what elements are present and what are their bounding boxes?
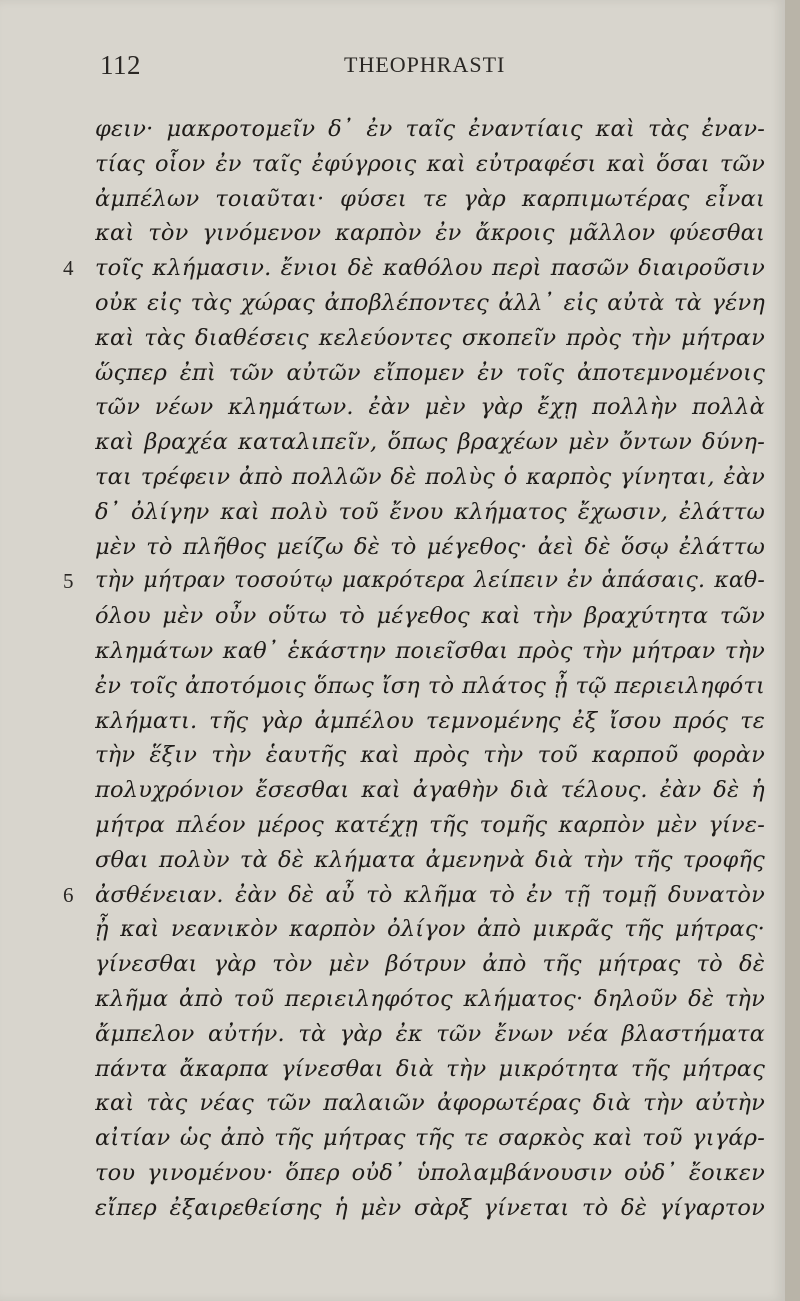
text-line (0, 1191, 785, 1226)
text-line (0, 1156, 785, 1191)
line-text: μὲν τὸ πλῆθος μείζω δὲ τὸ μέγεθος· ἀεὶ δὲ ὅσῳ ἐλάττω (95, 533, 765, 560)
line-text: καὶ τὸν γινόμενον καρπὸν ἐν ἄκροις μᾶλλον φύεσθαι (95, 220, 765, 247)
line-text: μήτρα πλέον μέρος κατέχῃ τῆς τομῆς καρπὸν μὲν γίνε- (95, 811, 765, 838)
text-line (0, 564, 785, 599)
text-line (0, 878, 785, 913)
line-text: ἀμπέλων τοιαῦται· φύσει τε γὰρ καρπιμωτέρας εἶναι (95, 185, 765, 212)
text-line (0, 669, 785, 704)
running-head: THEOPHRASTI (344, 52, 506, 77)
text-line (0, 599, 785, 634)
text-line (0, 112, 785, 147)
line-text: του γινομένου· ὅπερ οὐδ᾽ ὑπολαμβάνουσιν οὐδ᾽ ἔοικεν (95, 1159, 765, 1186)
line-text: ἀσθένειαν. ἐὰν δὲ αὖ τὸ κλῆμα τὸ ἐν τῇ τομῇ δυνατὸν (95, 881, 765, 908)
text-line (0, 843, 785, 878)
text-line (0, 1086, 785, 1121)
text-line (0, 495, 785, 530)
text-line (0, 460, 785, 495)
line-text: αἰτίαν ὡς ἀπὸ τῆς μήτρας τῆς τε σαρκὸς καὶ τοῦ γιγάρ- (95, 1125, 765, 1152)
text-line (0, 912, 785, 947)
section-number: 6 (63, 882, 74, 907)
line-text: ὥςπερ ἐπὶ τῶν αὐτῶν εἴπομεν ἐν τοῖς ἀποτεμνομένοις (95, 359, 765, 386)
page-edge (785, 0, 800, 1301)
text-line (0, 390, 785, 425)
text-line (0, 216, 785, 251)
line-text: ἐν τοῖς ἀποτόμοις ὅπως ἴση τὸ πλάτος ᾖ τῷ περιειληφότι (95, 672, 765, 699)
line-text: κλημάτων καθ᾽ ἑκάστην ποιεῖσθαι πρὸς τὴν μήτραν τὴν (95, 637, 765, 664)
text-line (0, 425, 785, 460)
line-text: καὶ τὰς διαθέσεις κελεύοντες σκοπεῖν πρὸς τὴν μήτραν (95, 324, 765, 351)
text-line (0, 1052, 785, 1087)
page-header (0, 50, 785, 90)
text-line (0, 773, 785, 808)
text-line (0, 808, 785, 843)
text-line (0, 182, 785, 217)
line-text: ἄμπελον αὐτήν. τὰ γὰρ ἐκ τῶν ἔνων νέα βλαστήματα (95, 1020, 765, 1047)
line-text: καὶ βραχέα καταλιπεῖν, ὅπως βραχέων μὲν ὄντων δύνη- (95, 429, 765, 456)
text-line (0, 738, 785, 773)
text-line (0, 147, 785, 182)
line-text: πολυχρόνιον ἔσεσθαι καὶ ἀγαθὴν διὰ τέλους. ἐὰν δὲ ἡ (95, 777, 765, 804)
line-text: τοῖς κλήμασιν. ἔνιοι δὲ καθόλου περὶ πασῶν διαιροῦσιν (95, 255, 765, 282)
text-line (0, 530, 785, 565)
line-text: σθαι πολὺν τὰ δὲ κλήματα ἀμενηνὰ διὰ τὴν τῆς τροφῆς (95, 846, 765, 873)
text-line (0, 356, 785, 391)
text-line (0, 634, 785, 669)
line-text: γίνεσθαι γὰρ τὸν μὲν βότρυν ἀπὸ τῆς μήτρας τὸ δὲ (95, 951, 765, 978)
text-line (0, 704, 785, 739)
line-text: κλῆμα ἀπὸ τοῦ περιειληφότος κλήματος· δηλοῦν δὲ τὴν (95, 985, 765, 1012)
line-text: κλήματι. τῆς γὰρ ἀμπέλου τεμνομένης ἐξ ἴσου πρός τε (95, 707, 765, 734)
text-line (0, 286, 785, 321)
line-text: ᾖ καὶ νεανικὸν καρπὸν ὀλίγον ἀπὸ μικρᾶς τῆς μήτρας· (95, 916, 765, 943)
line-text: ται τρέφειν ἀπὸ πολλῶν δὲ πολὺς ὁ καρπὸς γίνηται, ἐὰν (95, 463, 765, 490)
text-line (0, 1121, 785, 1156)
line-text: φειν· μακροτομεῖν δ᾽ ἐν ταῖς ἐναντίαις καὶ τὰς ἐναν- (95, 116, 765, 142)
line-text: όλου μὲν οὖν οὕτω τὸ μέγεθος καὶ τὴν βραχύτητα τῶν (95, 603, 765, 630)
line-text: εἴπερ ἐξαιρεθείσης ἡ μὲν σὰρξ γίνεται τὸ δὲ γίγαρτον (95, 1194, 765, 1221)
line-text: οὐκ εἰς τὰς χώρας ἀποβλέποντες ἀλλ᾽ εἰς αὐτὰ τὰ γένη (95, 289, 765, 316)
text-line (0, 982, 785, 1017)
line-text: καὶ τὰς νέας τῶν παλαιῶν ἀφορωτέρας διὰ τὴν αὐτὴν (95, 1090, 765, 1117)
page-number: 112 (100, 50, 141, 80)
line-text: τὴν μήτραν τοσούτῳ μακρότερα λείπειν ἐν ἁπάσαις. καθ- (95, 568, 765, 594)
text-line (0, 321, 785, 356)
section-number: 5 (63, 569, 74, 594)
line-text: τῶν νέων κλημάτων. ἐὰν μὲν γὰρ ἔχῃ πολλὴν πολλὰ (95, 394, 765, 421)
section-number: 4 (63, 256, 74, 281)
line-text: πάντα ἄκαρπα γίνεσθαι διὰ τὴν μικρότητα τῆς μήτρας (95, 1055, 765, 1082)
text-line (0, 1017, 785, 1052)
text-body (0, 112, 785, 1226)
line-text: τὴν ἕξιν τὴν ἑαυτῆς καὶ πρὸς τὴν τοῦ καρποῦ φορὰν (95, 742, 765, 769)
text-line (0, 251, 785, 286)
line-text: τίας οἷον ἐν ταῖς ἐφύγροις καὶ εὐτραφέσι καὶ ὅσαι τῶν (95, 150, 765, 177)
text-line (0, 947, 785, 982)
line-text: δ᾽ ὀλίγην καὶ πολὺ τοῦ ἔνου κλήματος ἔχωσιν, ἐλάττω (95, 498, 765, 525)
